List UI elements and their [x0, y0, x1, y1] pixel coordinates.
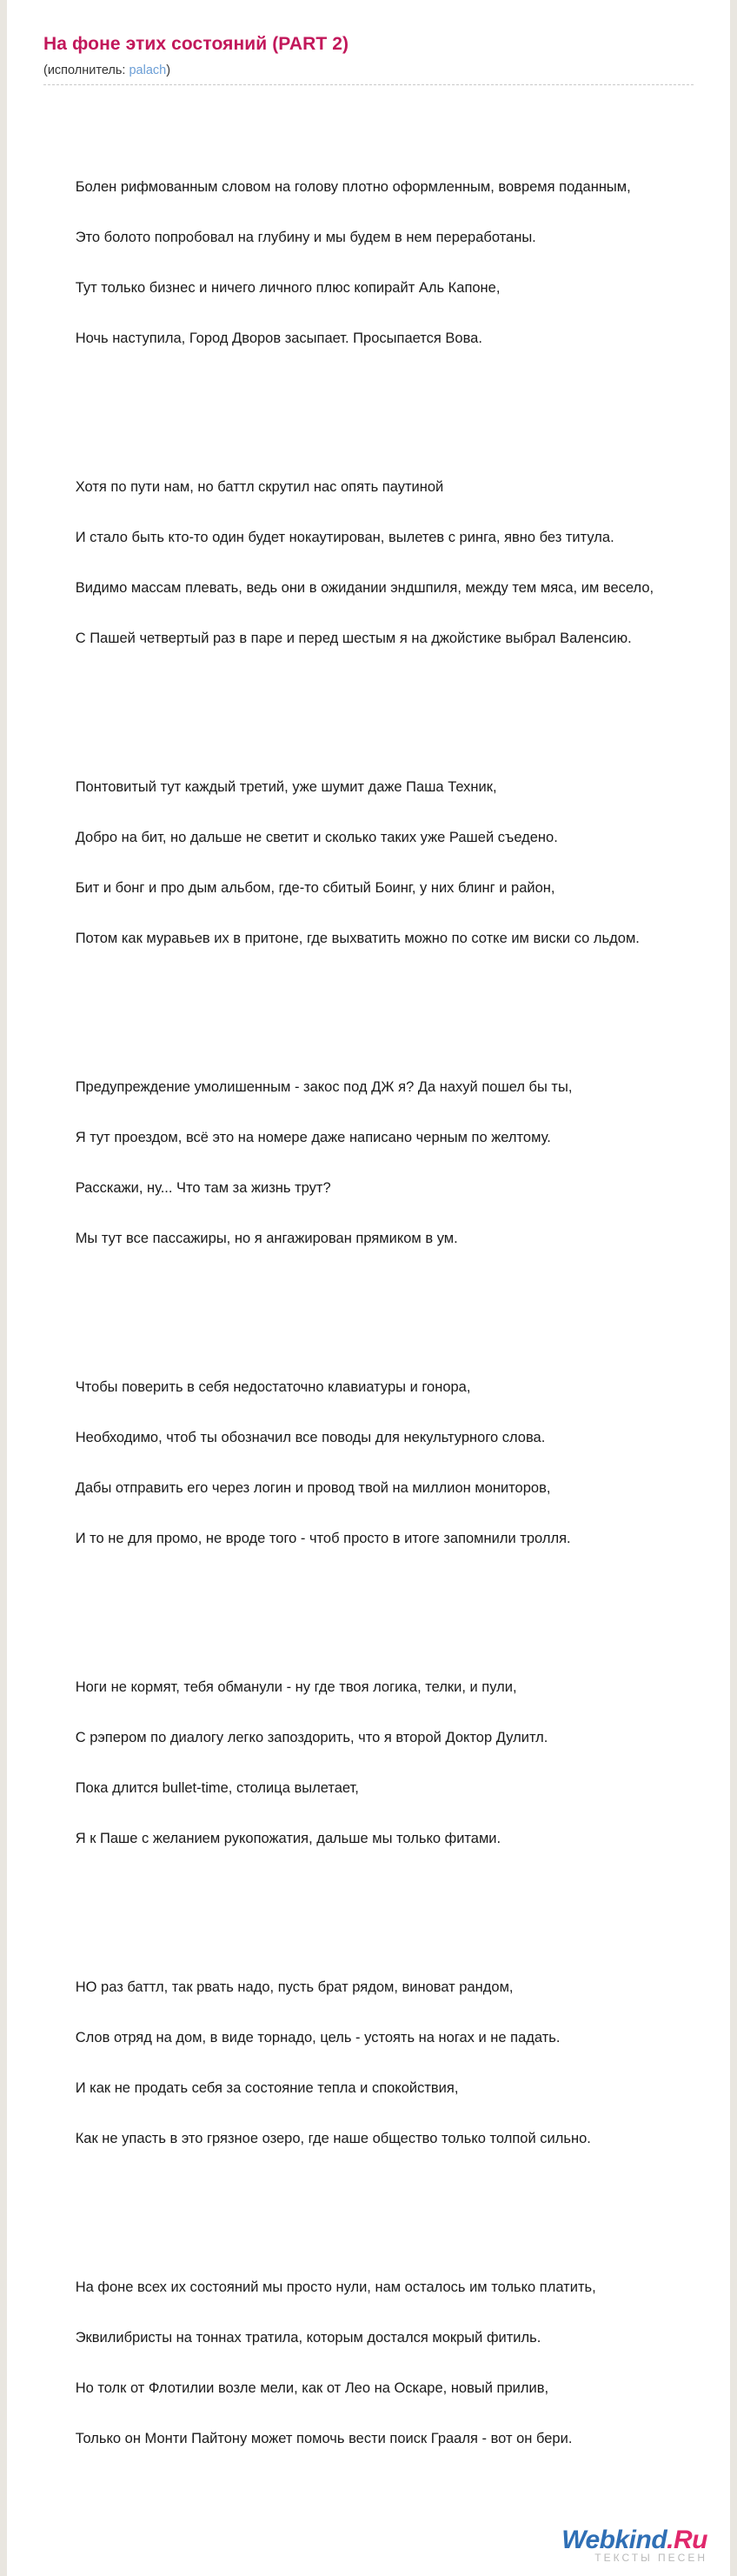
lyrics-stanza: [43, 750, 694, 977]
lyrics-line: Только он Монти Пайтону может помочь вести поиск Грааля - вот он бери.: [75, 2431, 573, 2447]
lyrics-line: Я тут проездом, всё это на номере даже написано черным по желтому.: [75, 1130, 551, 1146]
lyrics-line: С Пашей четвертый раз в паре и перед шестым я на джойстике выбрал Валенсию.: [75, 631, 632, 647]
lyrics-body: [43, 99, 694, 2550]
lyrics-line: И то не для промо, не вроде того - чтоб просто в итоге запомнили тролля.: [75, 1531, 571, 1547]
lyrics-line: На фоне всех их состояний мы просто нули, нам осталось им только платить,: [75, 2279, 596, 2296]
lyrics-line: Расскажи, ну... Что там за жизнь трут?: [75, 1180, 331, 1197]
lyrics-line: Пока длится bullet-time, столица вылетает,: [75, 1780, 359, 1797]
lyrics-line: Слов отряд на дом, в виде торнадо, цель - устоять на ногах и не падать.: [75, 2030, 561, 2046]
lyrics-line: Тут только бизнес и ничего личного плюс копирайт Аль Капоне,: [75, 280, 501, 297]
artist-suffix-label: ): [166, 63, 171, 78]
lyrics-line: Чтобы поверить в себя недостаточно клавиатуры и гонора,: [75, 1379, 471, 1396]
lyrics-line: Понтовитый тут каждый третий, уже шумит даже Паша Техник,: [75, 779, 497, 796]
lyrics-line: Необходимо, чтоб ты обозначил все поводы для некультурного слова.: [75, 1430, 546, 1446]
lyrics-line: Но толк от Флотилии возле мели, как от Лео на Оскаре, новый прилив,: [75, 2380, 549, 2397]
lyrics-line: Ночь наступила, Город Дворов засыпает. Просыпается Вова.: [75, 330, 482, 347]
watermark-subtitle: ТЕКСТЫ ПЕСЕН: [594, 2552, 707, 2565]
watermark-tld: .Ru: [667, 2526, 707, 2555]
lyrics-stanza: [43, 1050, 694, 1277]
lyrics-line: Предупреждение умолишенным - закос под ДЖ я? Да нахуй пошел бы ты,: [75, 1079, 573, 1096]
lyrics-stanza: [43, 1950, 694, 2177]
watermark-brand: Webkind: [561, 2526, 667, 2555]
lyrics-line: Это болото попробовал на глубину и мы будем в нем переработаны.: [75, 230, 536, 246]
lyrics-line: Хотя по пути нам, но баттл скрутил нас опять паутиной: [75, 479, 444, 496]
lyrics-line: Болен рифмованным словом на голову плотно оформленным, вовремя поданным,: [75, 179, 631, 196]
page-title: На фоне этих состояний (PART 2): [43, 34, 349, 54]
lyrics-stanza: [43, 2250, 694, 2477]
lyrics-line: Эквилибристы на тоннах тратила, которым достался мокрый фитиль.: [75, 2330, 541, 2346]
lyrics-line: Добро на бит, но дальше не светит и сколько таких уже Рашей съедено.: [75, 830, 558, 846]
lyrics-line: И как не продать себя за состояние тепла и спокойствия,: [75, 2080, 459, 2097]
lyrics-line: Потом как муравьев их в притоне, где выхватить можно по сотке им виски со льдом.: [75, 931, 640, 947]
watermark-logo: [561, 2527, 707, 2553]
lyrics-line: НО раз баттл, так рвать надо, пусть брат рядом, виноват рандом,: [75, 1979, 514, 1996]
lyrics-stanza: [43, 1650, 694, 1877]
lyrics-line: Я к Паше с желанием рукопожатия, дальше мы только фитами.: [75, 1831, 501, 1847]
lyrics-line: И стало быть кто-то один будет нокаутирован, вылетев с ринга, явно без титула.: [75, 530, 614, 546]
site-watermark: [561, 2527, 707, 2564]
artist-line: [43, 63, 694, 77]
lyrics-line: Видимо массам плевать, ведь они в ожидании эндшпиля, между тем мяса, им весело,: [75, 580, 654, 597]
lyrics-line: Дабы отправить его через логин и провод твой на миллион мониторов,: [75, 1480, 551, 1497]
artist-link[interactable]: palach: [129, 63, 167, 78]
lyrics-line: Ноги не кормят, тебя обманули - ну где твоя логика, телки, и пули,: [75, 1679, 517, 1696]
lyrics-line: Бит и бонг и про дым альбом, где-то сбитый Боинг, у них блинг и район,: [75, 880, 555, 897]
page-content: [7, 0, 730, 2576]
header-divider: [43, 84, 694, 85]
lyrics-stanza: [43, 1350, 694, 1577]
lyrics-stanza: [43, 150, 694, 377]
artist-prefix-label: (исполнитель:: [43, 63, 126, 78]
lyrics-line: С рэпером по диалогу легко запоздорить, что я второй Доктор Дулитл.: [75, 1730, 548, 1746]
lyrics-line: Мы тут все пассажиры, но я ангажирован прямиком в ум.: [75, 1231, 458, 1247]
lyrics-line: Как не упасть в это грязное озеро, где наше общество только толпой сильно.: [75, 2131, 591, 2147]
lyrics-stanza: [43, 450, 694, 677]
